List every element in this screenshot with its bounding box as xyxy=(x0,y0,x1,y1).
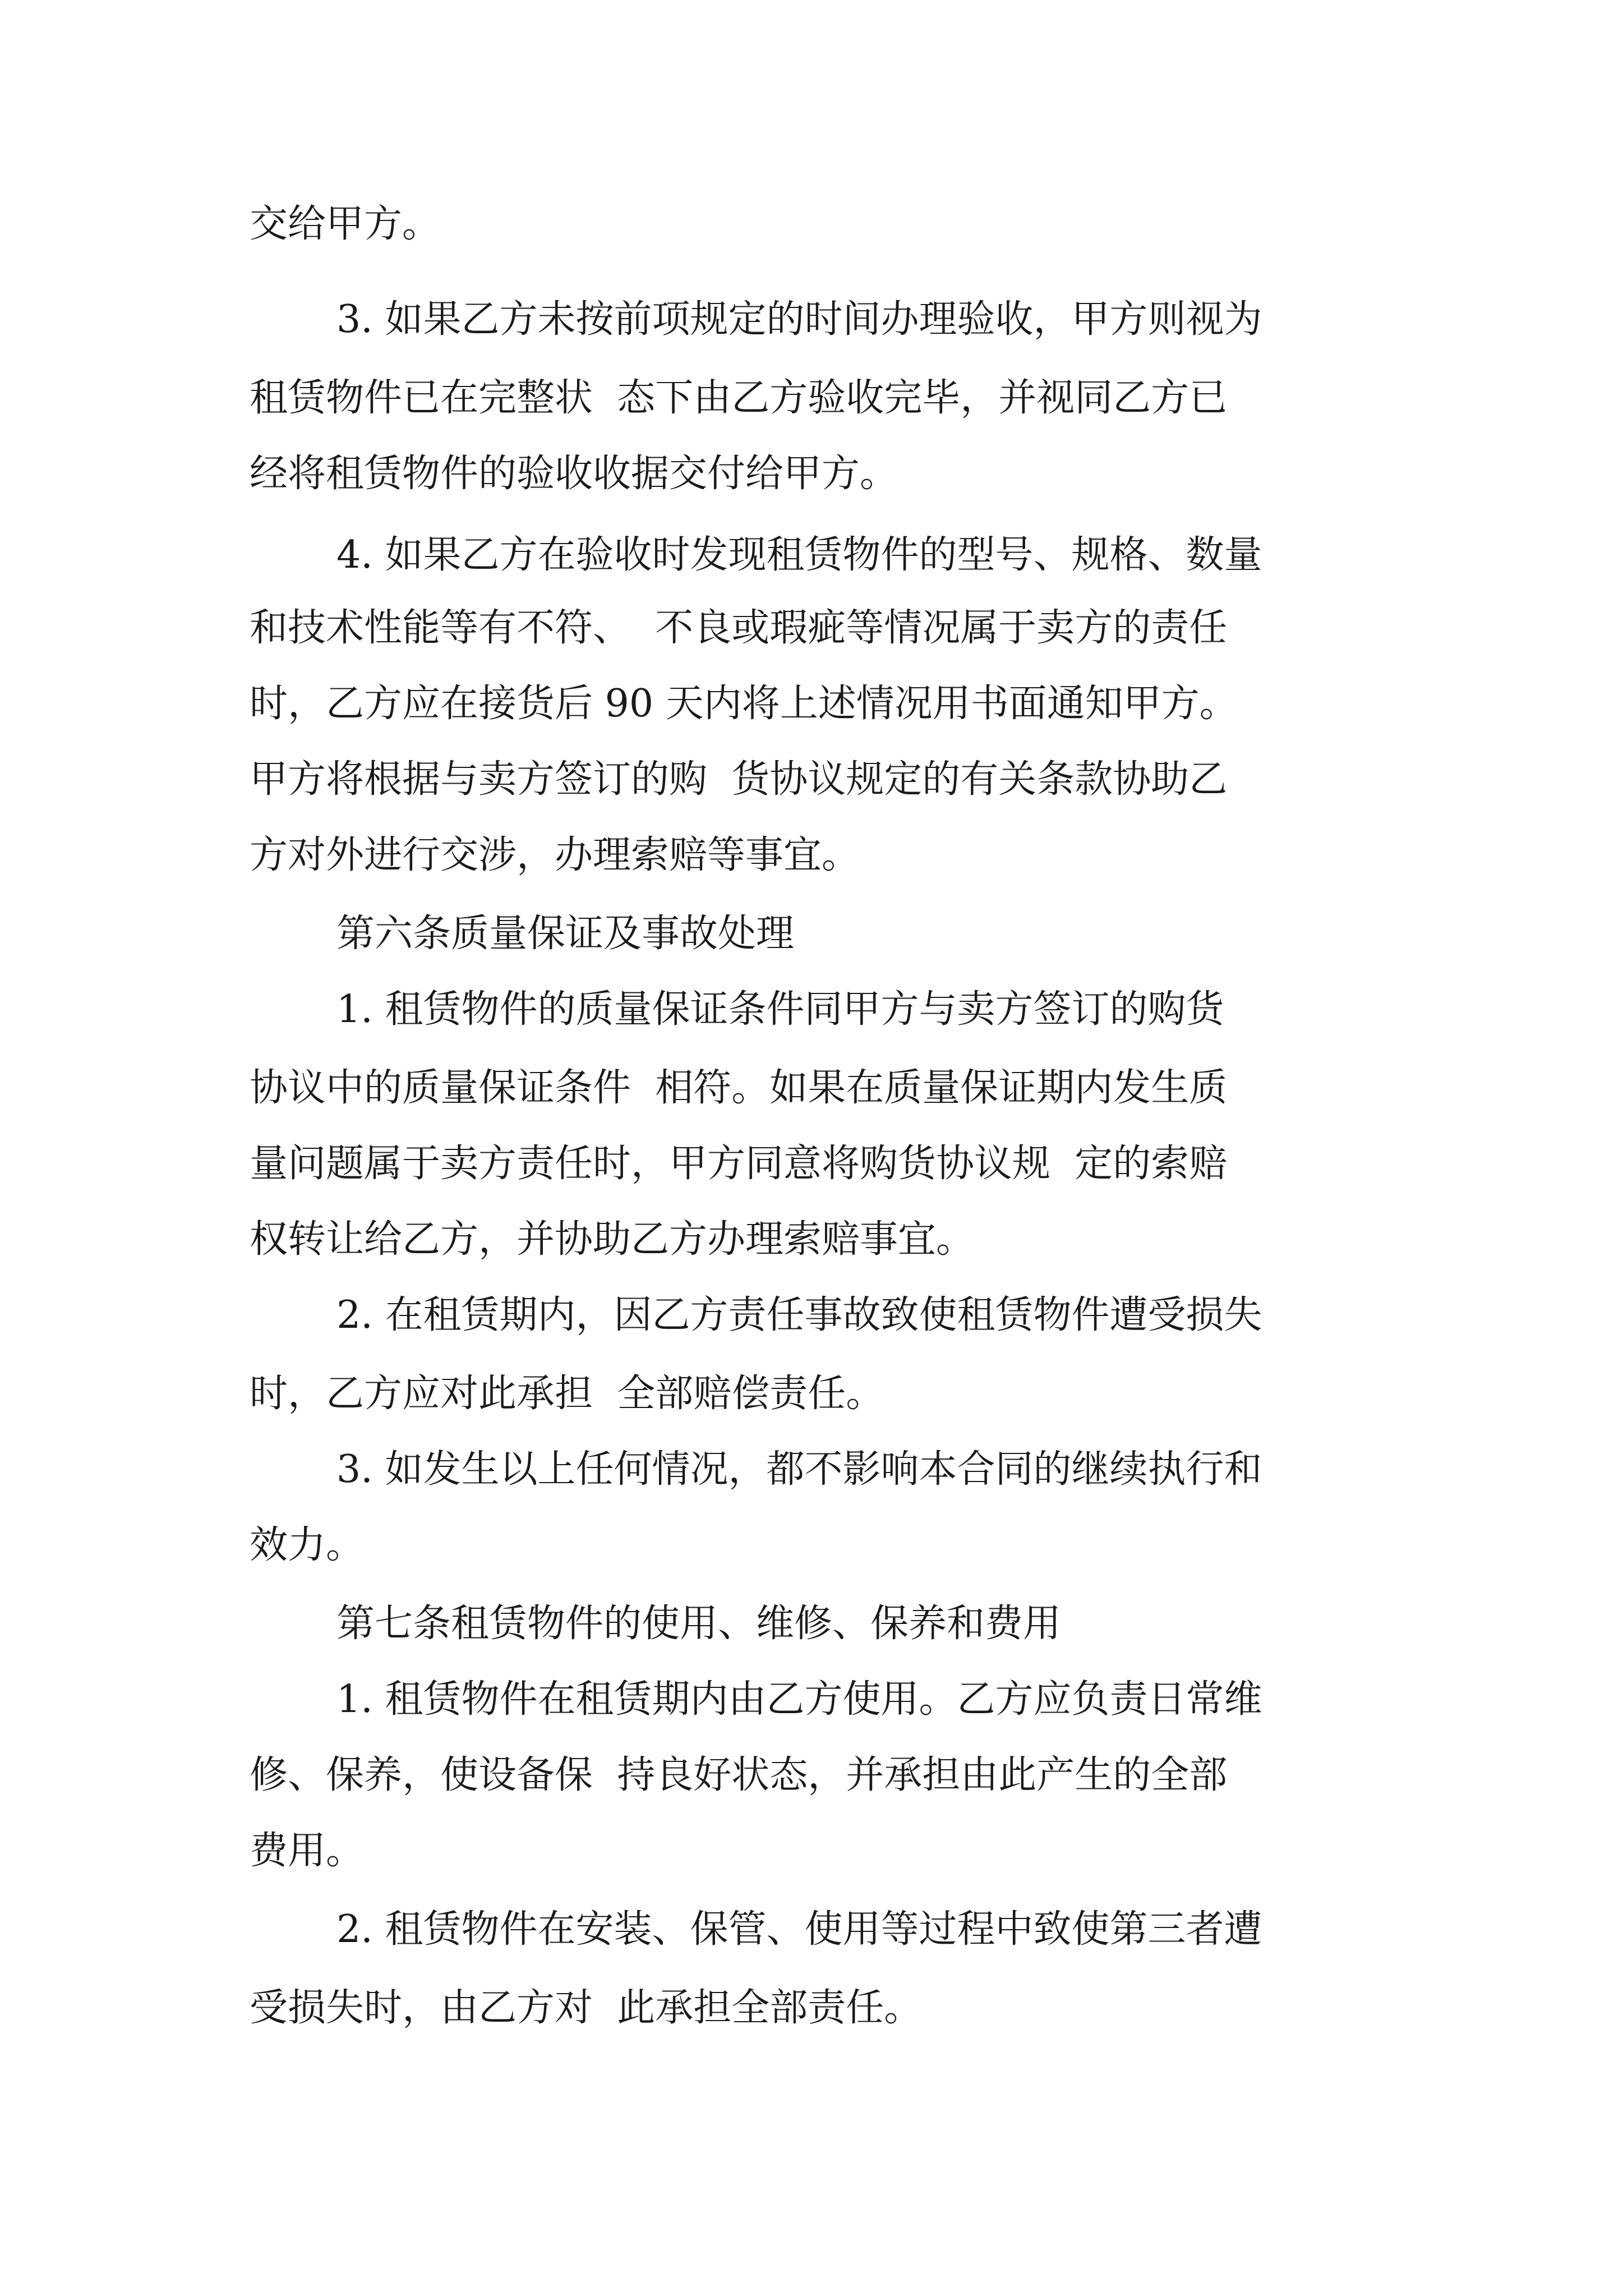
paragraph-line: 受损失时，由乙方对 此承担全部责任。 xyxy=(250,1986,923,2030)
paragraph-line: 3. 如发生以上任何情况，都不影响本合同的继续执行和 xyxy=(336,1447,1262,1492)
section-heading: 第七条租赁物件的使用、维修、保养和费用 xyxy=(336,1602,1062,1646)
paragraph-line: 2. 租赁物件在安装、保管、使用等过程中致使第三者遭 xyxy=(336,1907,1262,1952)
paragraph-line: 时，乙方应在接货后 90 天内将上述情况用书面通知甲方。 xyxy=(250,682,1238,726)
paragraph-line: 方对外进行交涉，办理索赔等事宜。 xyxy=(250,833,860,877)
paragraph-line: 2. 在租赁期内，因乙方责任事故致使租赁物件遭受损失 xyxy=(336,1293,1262,1337)
paragraph-line: 和技术性能等有不符、 不良或瑕疵等情况属于卖方的责任 xyxy=(250,606,1228,650)
paragraph-line: 租赁物件已在完整状 态下由乙方验收完毕，并视同乙方已 xyxy=(250,376,1228,420)
paragraph-line: 量问题属于卖方责任时，甲方同意将购货协议规 定的索赔 xyxy=(250,1142,1228,1186)
paragraph-line: 交给甲方。 xyxy=(250,202,441,246)
paragraph-line: 甲方将根据与卖方签订的购 货协议规定的有关条款协助乙 xyxy=(250,757,1228,802)
paragraph-line: 1. 租赁物件在租赁期内由乙方使用。乙方应负责日常维 xyxy=(336,1677,1262,1722)
paragraph-line: 3. 如果乙方未按前项规定的时间办理验收，甲方则视为 xyxy=(336,297,1262,342)
paragraph-line: 经将租赁物件的验收收据交付给甲方。 xyxy=(250,452,898,496)
paragraph-line: 协议中的质量保证条件 相符。如果在质量保证期内发生质 xyxy=(250,1066,1228,1110)
paragraph-line: 时，乙方应对此承担 全部赔偿责任。 xyxy=(250,1372,884,1416)
paragraph-line: 修、保养，使设备保 持良好状态，并承担由此产生的全部 xyxy=(250,1753,1228,1797)
paragraph-line: 1. 租赁物件的质量保证条件同甲方与卖方签订的购货 xyxy=(336,987,1224,1032)
paragraph-line: 4. 如果乙方在验收时发现租赁物件的型号、规格、数量 xyxy=(336,533,1262,577)
section-heading: 第六条质量保证及事故处理 xyxy=(336,912,795,956)
paragraph-line: 权转让给乙方，并协助乙方办理索赔事宜。 xyxy=(250,1217,975,1262)
paragraph-line: 效力。 xyxy=(250,1523,365,1567)
paragraph-line: 费用。 xyxy=(250,1829,365,1873)
